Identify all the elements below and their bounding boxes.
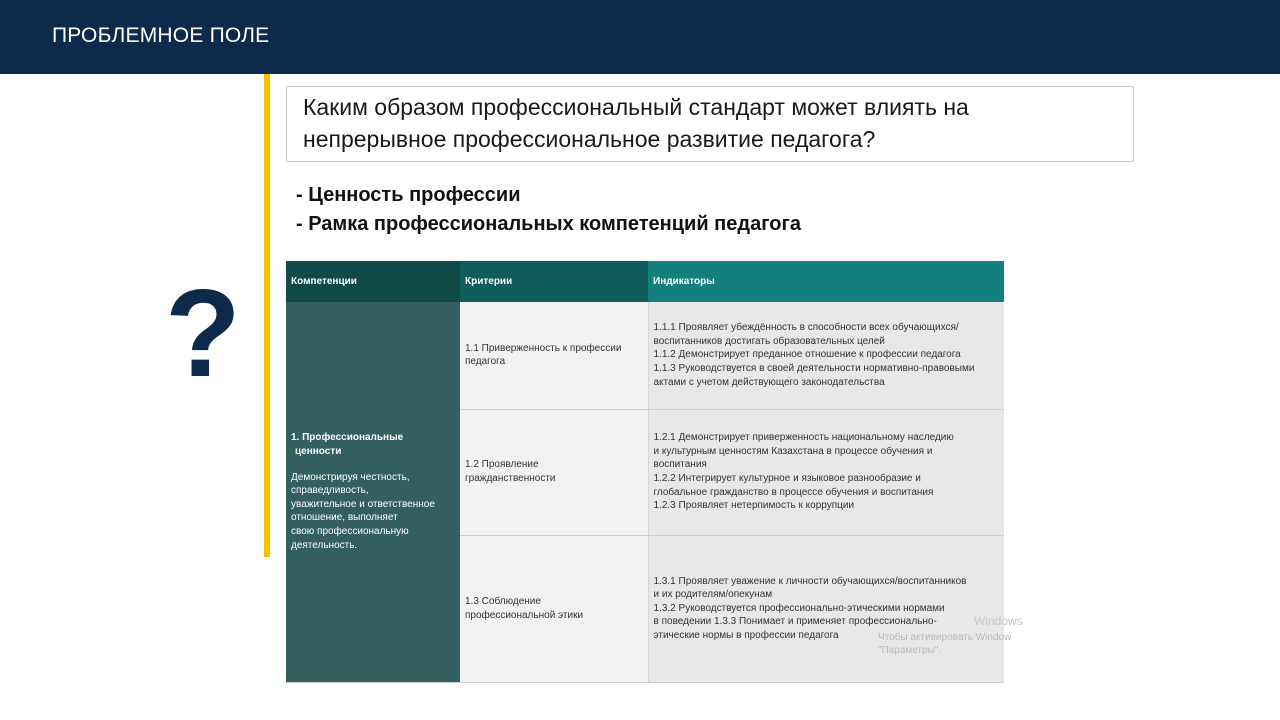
question-mark-icon: ?: [165, 265, 241, 403]
criterion-line: 1.3 Соблюдение: [465, 595, 541, 607]
competency-desc-line: уважительное и ответственное: [291, 498, 435, 510]
header-indicators: Индикаторы: [648, 261, 1004, 302]
competency-desc-line: деятельность.: [291, 539, 358, 551]
competency-desc-line: отношение, выполняет: [291, 512, 398, 524]
criterion-cell: [460, 302, 648, 409]
header-competencies: Компетенции: [286, 261, 460, 302]
indicator-line: 1.2.3 Проявляет нетерпимость к коррупции: [653, 500, 855, 512]
competency-description: [291, 471, 455, 553]
watermark-line: "Параметры".: [878, 645, 942, 656]
table-row: [286, 302, 1004, 409]
activation-watermark: [878, 614, 1023, 657]
indicator-line: этические нормы в профессии педагога: [653, 629, 839, 641]
criterion-line: педагога: [465, 356, 506, 368]
competency-title-line: 1. Профессиональные: [291, 432, 404, 444]
bullet-item: - Рамка профессиональных компетенций педагога: [296, 213, 801, 235]
indicator-line: глобальное гражданство в процессе обучения и воспитания: [653, 486, 934, 498]
criterion-cell: [460, 535, 648, 682]
bullet-item: - Ценность профессии: [296, 184, 521, 206]
indicator-line: воспитанников достигать образовательных целей: [653, 335, 885, 347]
indicators-cell: [648, 535, 1004, 682]
indicator-line: 1.1.2 Демонстрирует преданное отношение к профессии педагога: [653, 349, 961, 361]
indicator-line: 1.3.2 Руководствуется профессионально-этическими нормами: [653, 602, 945, 614]
indicator-line: в поведении 1.3.3 Понимает и применяет профессионально-: [653, 616, 937, 628]
criterion-line: профессиональной этики: [465, 609, 584, 621]
question-line-2: непрерывное профессиональное развитие педагога?: [303, 126, 876, 152]
question-line-1: Каким образом профессиональный стандарт может влиять на: [303, 94, 969, 120]
competency-desc-line: справедливость,: [291, 485, 369, 497]
competency-desc-line: Демонстрируя честность,: [291, 471, 410, 483]
competency-title-line: ценности: [295, 445, 342, 457]
indicator-line: 1.1.1 Проявляет убеждённость в способности всех обучающихся/: [653, 322, 959, 334]
indicators-cell: [648, 409, 1004, 535]
bullet-list: [296, 181, 801, 239]
indicator-line: актами с учетом действующего законодательства: [653, 376, 885, 388]
indicator-line: и культурным ценностям Казахстана в процессе обучения и: [653, 445, 933, 457]
indicator-line: 1.1.3 Руководствуется в своей деятельности нормативно-правовыми: [653, 363, 975, 375]
header-criteria: Критерии: [460, 261, 648, 302]
indicator-line: и их родителям/опекунам: [653, 589, 773, 601]
criterion-line: 1.1 Приверженность к профессии: [465, 342, 622, 354]
criterion-line: гражданственности: [465, 473, 556, 484]
slide-title: ПРОБЛЕМНОЕ ПОЛЕ: [52, 24, 270, 47]
indicators-cell: [648, 302, 1004, 409]
title-bar: [0, 0, 1280, 74]
watermark-line: Чтобы активировать Window: [878, 632, 1012, 643]
competency-desc-line: свою профессиональную: [291, 525, 409, 537]
indicator-line: воспитания: [653, 459, 707, 471]
indicator-line: 1.2.2 Интегрирует культурное и языковое разнообразие и: [653, 473, 921, 484]
indicator-line: 1.3.1 Проявляет уважение к личности обучающихся/воспитанников: [653, 575, 967, 587]
competency-title: [291, 431, 455, 458]
accent-divider: [264, 74, 270, 557]
indicator-line: 1.2.1 Демонстрирует приверженность национальному наследию: [653, 432, 954, 444]
table-header-row: [286, 261, 1004, 302]
competency-cell: [286, 302, 460, 682]
criterion-cell: [460, 409, 648, 535]
question-box: [286, 86, 1134, 162]
watermark-title: Windows: [974, 614, 1023, 628]
criterion-line: 1.2 Проявление: [465, 459, 539, 471]
